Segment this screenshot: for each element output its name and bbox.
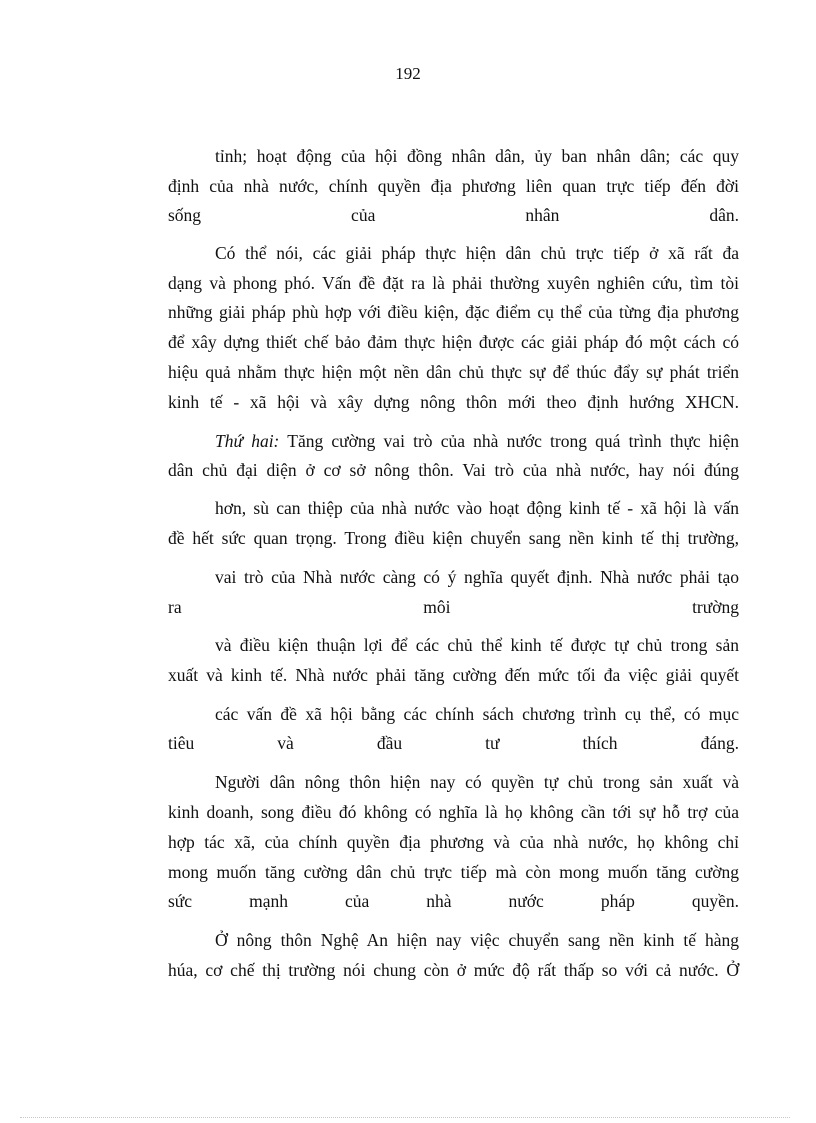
text-line: định của nhà nước, chính quyền địa phương liên quan trực tiếp đến đời bbox=[168, 176, 739, 196]
footer-rule bbox=[20, 1117, 790, 1118]
text-line: hợp tác xã, của chính quyền địa phương và của nhà nước, họ không chỉ bbox=[168, 832, 739, 852]
text-line: hơn, sù can thiệp của nhà nước vào hoạt động kinh tế - xã hội là vấn bbox=[215, 498, 739, 518]
text-line: Ở nông thôn Nghệ An hiện nay việc chuyển sang nền kinh tế hàng bbox=[215, 930, 739, 950]
text-line: đề hết sức quan trọng. Trong điều kiện chuyển sang nền kinh tế thị trường, bbox=[168, 528, 739, 548]
text-line: dân chủ đại diện ở cơ sở nông thôn. Vai trò của nhà nước, hay nói đúng bbox=[168, 460, 739, 480]
text-line: húa, cơ chế thị trường nói chung còn ở mức độ rất thấp so với cả nước. Ở bbox=[168, 960, 739, 980]
text-line: kinh tế - xã hội và xây dựng nông thôn mới theo định hướng XHCN. bbox=[168, 392, 739, 412]
text-line: mong muốn tăng cường dân chủ trực tiếp mà còn mong muốn tăng cường bbox=[168, 862, 739, 882]
line-rest: Tăng cường vai trò của nhà nước trong quá trình thực hiện bbox=[287, 431, 739, 451]
text-line: xuất và kinh tế. Nhà nước phải tăng cường đến mức tối đa việc giải quyết bbox=[168, 665, 739, 685]
text-line: Có thể nói, các giải pháp thực hiện dân chủ trực tiếp ở xã rất đa bbox=[215, 243, 739, 263]
text-line: và điều kiện thuận lợi để các chủ thể kinh tế được tự chủ trong sản bbox=[215, 635, 739, 655]
text-line: Người dân nông thôn hiện nay có quyền tự chủ trong sản xuất và bbox=[215, 772, 739, 792]
text-line: sức mạnh của nhà nước pháp quyền. bbox=[168, 891, 739, 911]
italic-lead: Thứ hai: bbox=[215, 431, 280, 451]
text-line: tiêu và đầu tư thích đáng. bbox=[168, 733, 739, 753]
text-line: kinh doanh, song điều đó không có nghĩa là họ không cần tới sự hỗ trợ của bbox=[168, 802, 739, 822]
text-line: ra môi trường bbox=[168, 597, 739, 617]
text-line: để xây dựng thiết chế bảo đảm thực hiện được các giải pháp đó một cách có bbox=[168, 332, 739, 352]
text-line: tỉnh; hoạt động của hội đồng nhân dân, ủy ban nhân dân; các quy bbox=[215, 146, 739, 166]
text-line: dạng và phong phó. Vấn đề đặt ra là phải thường xuyên nghiên cứu, tìm tòi bbox=[168, 273, 739, 293]
text-line: vai trò của Nhà nước càng có ý nghĩa quyết định. Nhà nước phải tạo bbox=[215, 567, 739, 587]
page-number: 192 bbox=[395, 64, 421, 83]
text-line: sống của nhân dân. bbox=[168, 205, 739, 225]
text-line bbox=[215, 426, 739, 456]
text-line: các vấn đề xã hội bằng các chính sách chương trình cụ thể, có mục bbox=[215, 704, 739, 724]
text-line: những giải pháp phù hợp với điều kiện, đặc điểm cụ thể của từng địa phương bbox=[168, 302, 739, 322]
text-line: hiệu quả nhằm thực hiện một nền dân chủ thực sự để thúc đẩy sự phát triển bbox=[168, 362, 739, 382]
